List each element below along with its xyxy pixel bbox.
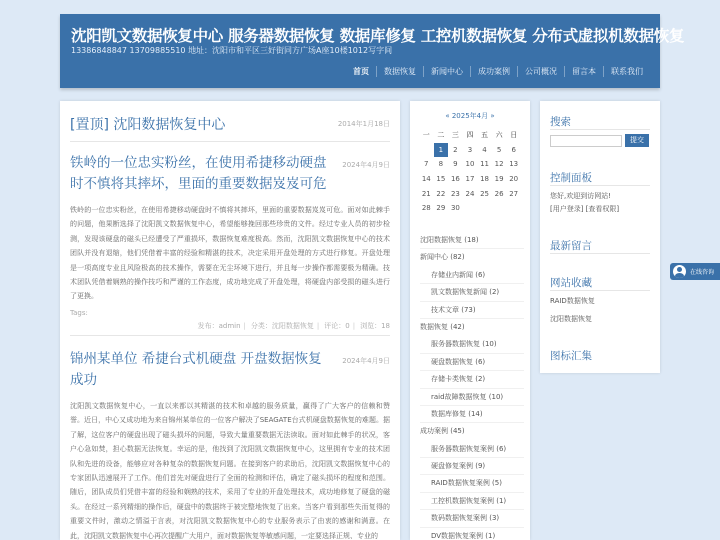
post xyxy=(70,349,390,540)
subcategory-link[interactable]: 服务器数据恢复 (10) xyxy=(420,336,524,353)
post-title[interactable]: 铁岭的一位忠实粉丝，在使用希捷移动硬盘时不慎将其摔坏，里面的重要数据岌岌可危 xyxy=(70,155,327,192)
calendar-day[interactable]: 13 xyxy=(509,160,519,169)
category-list xyxy=(420,232,524,540)
subcategory-link[interactable]: DV数据恢复案例 (1) xyxy=(420,528,524,540)
divider xyxy=(550,129,650,130)
calendar-day[interactable]: 10 xyxy=(465,160,475,169)
calendar-day[interactable]: 26 xyxy=(494,189,504,198)
calendar-day xyxy=(506,201,521,216)
calendar-weekday: 六 xyxy=(495,131,503,140)
post xyxy=(70,153,390,331)
calendar-day xyxy=(463,201,478,216)
calendar-caption[interactable]: « 2025年4月 » xyxy=(445,112,495,120)
subcategory-link[interactable]: raid故障数据恢复 (10) xyxy=(420,389,524,406)
calendar-weekday: 五 xyxy=(481,131,489,140)
post-excerpt: 铁岭的一位忠实粉丝，在使用希捷移动硬盘时不慎将其摔坏，里面的重要数据岌岌可危。面对如此棘手的问题，他果断选择了沈阳凯文数据恢复中心，希望能够挽回那些珍贵的文件。经过专业人员的初步检测，发现该硬盘的磁头已经遭受了严重损坏，数据恢复难度极高。然而，沈阳凯文数据恢复中心的技术团队并没有退缩，他们凭借着丰富的经验和精湛的技术，决定采用开盘处理的方式进行修复。开盘处理是一项高度专业且风险极高的技术操作，需要在无尘环境下进行，并且每一步操作都需要极为精确。技术团队凭借着娴熟的操作技巧和严谨的工作态度，成功地完成了开盘处理，将硬盘内部受损的磁头进行了更换。 xyxy=(70,206,390,301)
right-sidebar xyxy=(540,101,660,373)
calendar-day[interactable]: 25 xyxy=(480,189,489,198)
calendar-day[interactable]: 14 xyxy=(421,175,431,184)
user-avatar-icon xyxy=(673,265,686,278)
calendar-day[interactable]: 12 xyxy=(494,160,504,169)
online-chat-button[interactable] xyxy=(670,263,720,280)
nav-contact[interactable]: 联系我们 xyxy=(603,66,650,77)
site-header xyxy=(60,14,685,88)
subcategory-link[interactable]: 凯文数据恢复新闻 (2) xyxy=(420,284,524,301)
calendar-weekday: 日 xyxy=(510,131,518,140)
post-tags: Tags: xyxy=(70,308,88,317)
calendar-weekday: 三 xyxy=(451,131,459,140)
calendar xyxy=(419,128,521,216)
search-widget-title: 搜索 xyxy=(550,116,571,128)
divider xyxy=(550,253,650,254)
calendar-day[interactable]: 4 xyxy=(482,145,487,154)
calendar-day[interactable]: 21 xyxy=(421,189,431,198)
post-title[interactable]: 锦州某单位 希捷台式机硬盘 开盘数据恢复成功 xyxy=(70,351,322,388)
nav-home[interactable]: 首页 xyxy=(353,67,369,76)
calendar-day[interactable]: 20 xyxy=(509,175,519,184)
subcategory-link[interactable]: 存储卡类恢复 (2) xyxy=(420,371,524,388)
nav-about[interactable]: 公司概况 xyxy=(517,66,564,77)
subcategory-link[interactable]: RAID数据恢复案例 (5) xyxy=(420,475,524,492)
calendar-day[interactable]: 18 xyxy=(480,175,489,184)
calendar-day[interactable]: 2 xyxy=(453,145,458,154)
calendar-day[interactable]: 24 xyxy=(465,189,475,198)
calendar-day[interactable]: 9 xyxy=(453,160,458,169)
calendar-day[interactable]: 16 xyxy=(450,175,460,184)
favorite-link[interactable]: 沈阳数据恢复 xyxy=(550,315,592,323)
main-nav xyxy=(346,66,650,77)
calendar-day xyxy=(419,143,434,158)
calendar-day[interactable]: 23 xyxy=(450,189,460,198)
subcategory-link[interactable]: 数码数据恢复案例 (3) xyxy=(420,510,524,527)
calendar-day xyxy=(492,201,507,216)
calendar-day[interactable]: 1 xyxy=(434,143,449,158)
subcategory-link[interactable]: 服务器数据恢复案例 (6) xyxy=(420,441,524,458)
chat-label: 在线咨询 xyxy=(690,269,715,276)
calendar-weekday: 二 xyxy=(437,131,445,140)
post-excerpt: 沈阳凯文数据恢复中心，一直以来都以其精湛的技术和卓越的服务质量，赢得了广大客户的信赖和赞誉。近日，中心又成功地为来自锦州某单位的一位客户解决了SEAGATE台式机硬盘数据恢复的难题。据了解，这位客户的硬盘出现了磁头损坏的问题，导致大量重要数据无法读取。面对如此棘手的状况，客户心急如焚，担心数据无法恢复。幸运的是，他找到了沈阳凯文数据恢复中心，这里拥有专业的技术团队和先进的设备，能够应对各种复杂的数据恢复问题。在接到客户的求助后，沈阳凯文数据恢复中心的专家团队迅速展开了工作。他们首先对硬盘进行了全面的检测和评估，确定了磁头损坏的程度和范围。随后，团队成员们凭借丰富的经验和娴熟的技术，采用了专业的开盘处理技术，成功地修复了硬盘的磁头。在经过一系列精细的操作后，硬盘中的数据终于被完整地恢复了出来。当客户看到那些失而复得的重要文件时，激动之情溢于言表，对沈阳凯文数据恢复中心的专业服务表示了由衷的感谢和满意。在此，沈阳凯文数据恢复中心再次提醒广大用户，面对数据恢复等敏感问题，一定要选择正规、专业的 xyxy=(70,402,390,540)
post-date: 2024年4月9日 xyxy=(342,357,390,365)
category-link[interactable]: 新闻中心 (82) xyxy=(420,253,465,262)
calendar-day[interactable]: 17 xyxy=(465,175,475,184)
pinned-post-title[interactable]: [置顶] 沈阳数据恢复中心 xyxy=(70,117,226,133)
post-category[interactable]: 分类：沈阳数据恢复 xyxy=(250,321,314,330)
calendar-weekday: 四 xyxy=(466,131,474,140)
calendar-day[interactable]: 5 xyxy=(496,145,502,154)
calendar-day[interactable]: 29 xyxy=(436,204,446,213)
divider xyxy=(70,141,390,142)
divider xyxy=(550,290,650,291)
pinned-post-date: 2014年1月18日 xyxy=(337,120,390,128)
subcategory-link[interactable]: 数据库修复 (14) xyxy=(420,406,524,423)
calendar-categories-panel xyxy=(410,101,530,540)
post-author[interactable]: 发布：admin xyxy=(197,321,241,330)
subcategory-link[interactable]: 硬盘数据恢复 (6) xyxy=(420,354,524,371)
calendar-day[interactable]: 30 xyxy=(450,204,460,213)
calendar-day[interactable]: 6 xyxy=(511,145,516,154)
nav-cases[interactable]: 成功案例 xyxy=(470,66,517,77)
nav-guestbook[interactable]: 留言本 xyxy=(564,66,603,77)
favorite-link[interactable]: RAID数据恢复 xyxy=(550,297,595,305)
calendar-day[interactable]: 19 xyxy=(494,175,504,184)
user-links[interactable]: [用户登录] [查看权限] xyxy=(550,205,620,213)
calendar-day[interactable]: 11 xyxy=(480,160,489,169)
search-submit-button[interactable]: 提交 xyxy=(625,134,649,147)
calendar-day[interactable]: 22 xyxy=(436,189,446,198)
category-link[interactable]: 沈阳数据恢复 (18) xyxy=(420,232,524,249)
divider xyxy=(550,185,650,186)
calendar-day[interactable]: 3 xyxy=(467,145,473,154)
post-views: 浏览：18 xyxy=(360,321,390,330)
search-input[interactable] xyxy=(550,135,622,147)
subcategory-link[interactable]: 技术文章 (73) xyxy=(420,302,524,319)
calendar-day[interactable]: 7 xyxy=(424,160,429,169)
nav-news[interactable]: 新闻中心 xyxy=(423,66,470,77)
category-link[interactable]: 数据恢复 (42) xyxy=(420,322,465,331)
calendar-day xyxy=(477,201,492,216)
divider xyxy=(70,335,390,336)
calendar-day[interactable]: 15 xyxy=(436,175,446,184)
control-panel-title: 控制面板 xyxy=(550,172,592,184)
calendar-day[interactable]: 27 xyxy=(509,189,519,198)
calendar-day[interactable]: 28 xyxy=(421,204,431,213)
calendar-weekday: 一 xyxy=(422,131,430,140)
category-link[interactable]: 成功案例 (45) xyxy=(420,427,465,436)
favorites-title: 网站收藏 xyxy=(550,277,592,289)
site-title[interactable]: 沈阳凯文数据恢复中心 服务器数据恢复 数据库修复 工控机数据恢复 分布式虚拟机数据恢复 xyxy=(71,27,685,45)
main-content xyxy=(60,101,400,540)
subcategory-link[interactable]: 工控机数据恢复案例 (1) xyxy=(420,493,524,510)
icon-gallery-title: 图标汇集 xyxy=(550,350,592,362)
latest-comments-title: 最新留言 xyxy=(550,240,592,252)
welcome-text: 您好,欢迎到访网站! xyxy=(550,192,612,200)
post-date: 2024年4月9日 xyxy=(342,161,390,169)
subcategory-link[interactable]: 存储业内新闻 (6) xyxy=(420,267,524,284)
post-meta: 发布：admin | 分类：沈阳数据恢复 | 评论：0 | 浏览：18 xyxy=(197,321,390,330)
subcategory-link[interactable]: 硬盘修复案例 (9) xyxy=(420,458,524,475)
site-contact-info: 13386848847 13709885510 地址：沈阳市和平区三好街同方广场A座10楼1012写字间 xyxy=(71,46,393,55)
nav-data-recovery[interactable]: 数据恢复 xyxy=(376,66,423,77)
post-comments[interactable]: 评论：0 xyxy=(324,321,350,330)
calendar-day[interactable]: 8 xyxy=(438,160,444,169)
